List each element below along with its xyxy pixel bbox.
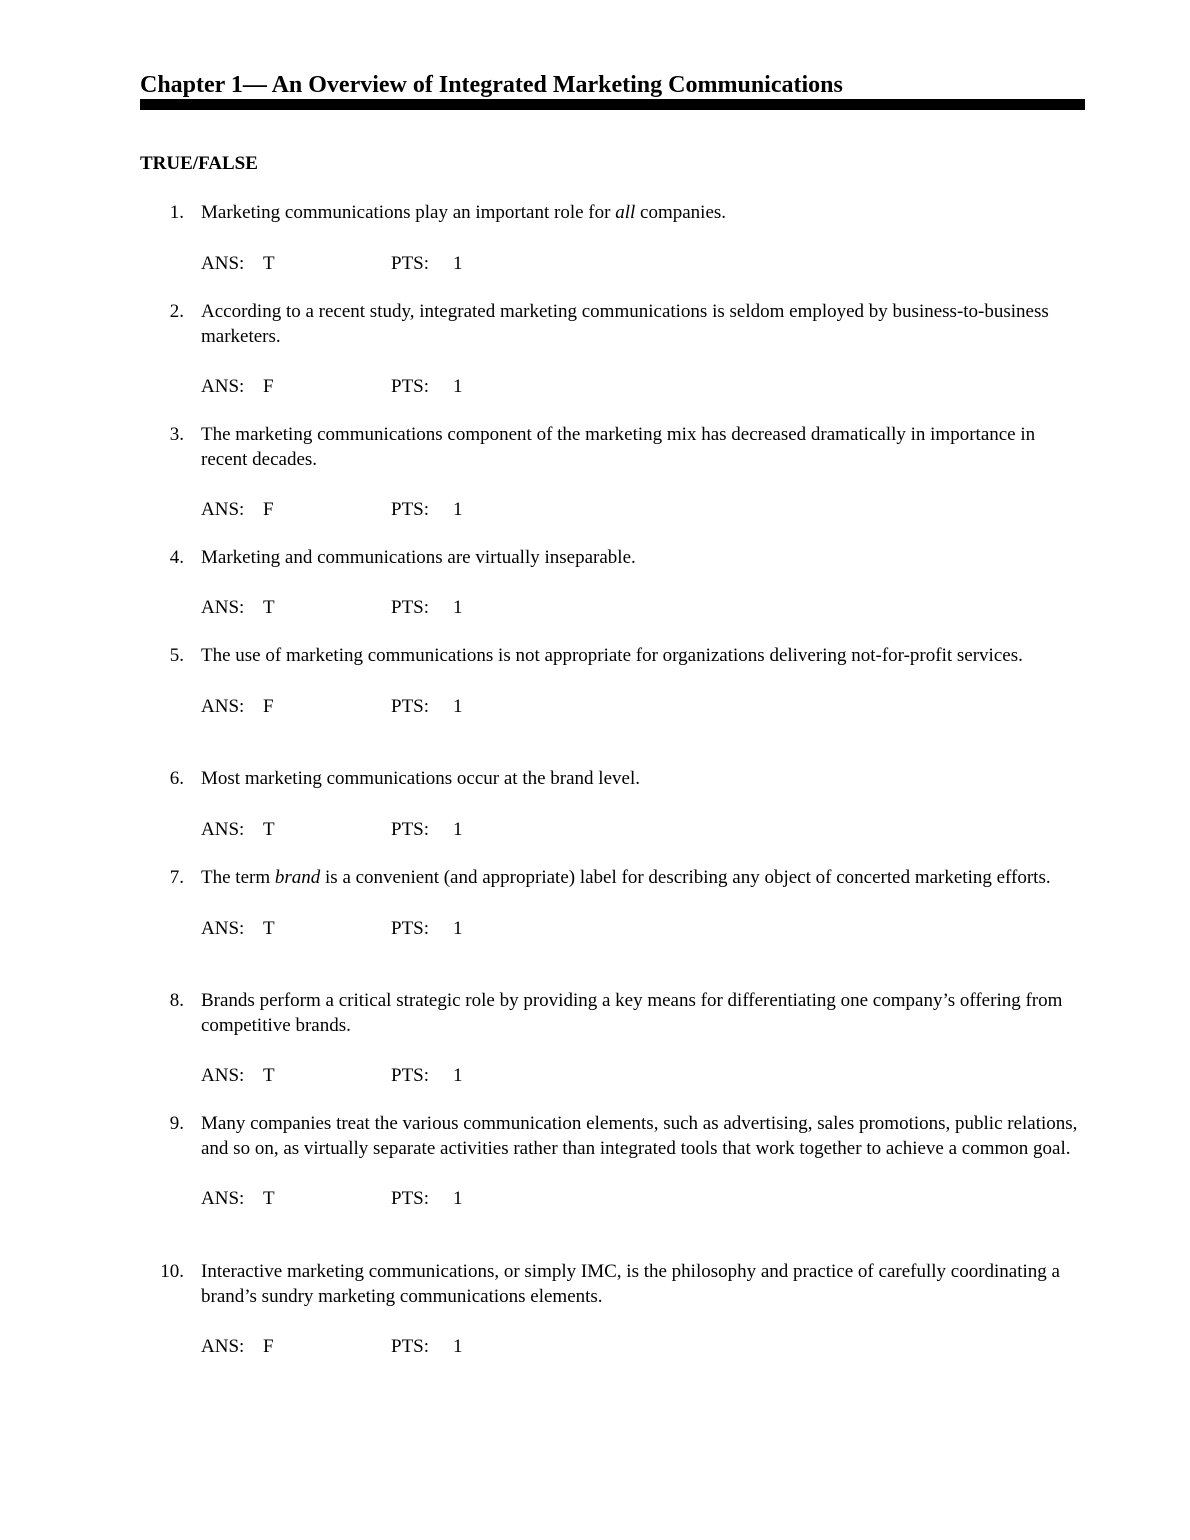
points-value: 1 <box>453 1336 463 1357</box>
answer-label: ANS: <box>201 818 245 840</box>
question-item <box>140 989 1085 1088</box>
points-value: 1 <box>453 695 463 717</box>
question-text: Interactive marketing communications, or simply IMC, is the philosophy and practice of carefully coordinating a brand’s sundry marketing communications elements. <box>201 1261 1060 1307</box>
answer-row <box>201 374 1085 399</box>
question-item <box>140 201 1085 276</box>
question-text: The marketing communications component of the marketing mix has decreased dramatically in importance in recent decades. <box>201 424 1036 470</box>
answer-label: ANS: <box>201 1065 245 1086</box>
points-label: PTS: <box>391 376 430 397</box>
question-item <box>140 1260 1085 1359</box>
points-label: PTS: <box>391 596 430 618</box>
answer-row <box>201 595 1085 620</box>
points-value: 1 <box>453 376 463 397</box>
section-heading: TRUE/FALSE <box>140 153 258 174</box>
question-text: The term brand is a convenient (and appropriate) label for describing any object of concerted marketing efforts. <box>201 867 1051 888</box>
answer-row <box>201 1063 1085 1088</box>
points-value: 1 <box>453 252 463 274</box>
points-value: 1 <box>453 1065 463 1086</box>
answer-value: T <box>263 1065 275 1086</box>
question-text: Most marketing communications occur at the brand level. <box>201 768 640 789</box>
question-number: 2. <box>169 301 184 322</box>
answer-label: ANS: <box>201 917 245 939</box>
question-item <box>140 300 1085 399</box>
question-number: 6. <box>169 768 184 789</box>
answer-row <box>201 817 1085 842</box>
question-item <box>140 644 1085 719</box>
answer-label: ANS: <box>201 1188 245 1209</box>
answer-value: F <box>263 499 274 520</box>
question-item <box>140 546 1085 620</box>
answer-label: ANS: <box>201 499 245 520</box>
question-number: 9. <box>169 1113 184 1134</box>
answer-value: T <box>263 252 275 274</box>
points-value: 1 <box>453 596 463 618</box>
question-item <box>140 1112 1085 1211</box>
answer-row <box>201 1186 1085 1211</box>
points-label: PTS: <box>391 917 430 939</box>
answer-value: T <box>263 917 275 939</box>
question-number: 10. <box>160 1261 184 1282</box>
chapter-title: Chapter 1— An Overview of Integrated Marketing Communications <box>140 72 843 98</box>
question-text: Marketing and communications are virtually inseparable. <box>201 547 636 568</box>
answer-label: ANS: <box>201 376 245 397</box>
emphasis-text: brand <box>274 867 321 888</box>
points-label: PTS: <box>391 818 430 840</box>
question-number: 4. <box>169 547 184 568</box>
answer-value: F <box>263 695 274 717</box>
question-item <box>140 866 1085 941</box>
points-value: 1 <box>453 499 463 520</box>
points-label: PTS: <box>391 1065 430 1086</box>
question-item <box>140 767 1085 842</box>
points-label: PTS: <box>391 252 430 274</box>
emphasis-text: all <box>615 202 636 223</box>
points-value: 1 <box>453 917 463 939</box>
answer-value: T <box>263 818 275 840</box>
question-text: Brands perform a critical strategic role by providing a key means for differentiating one company’s offering from competitive brands. <box>201 990 1063 1036</box>
question-number: 3. <box>169 424 184 445</box>
answer-row <box>201 1334 1085 1359</box>
answer-row <box>201 497 1085 522</box>
answer-label: ANS: <box>201 252 245 274</box>
answer-row <box>201 916 1085 941</box>
question-text: According to a recent study, integrated marketing communications is seldom employed by business-to-business marketers. <box>201 301 1049 347</box>
answer-value: F <box>263 1336 274 1357</box>
answer-row <box>201 694 1085 719</box>
points-label: PTS: <box>391 1188 430 1209</box>
answer-row <box>201 251 1085 276</box>
points-value: 1 <box>453 818 463 840</box>
points-value: 1 <box>453 1188 463 1209</box>
points-label: PTS: <box>391 695 430 717</box>
answer-label: ANS: <box>201 695 245 717</box>
answer-value: T <box>263 596 275 618</box>
question-number: 7. <box>169 867 184 888</box>
points-label: PTS: <box>391 499 430 520</box>
answer-value: F <box>263 376 274 397</box>
question-item <box>140 423 1085 522</box>
title-rule <box>140 99 1085 110</box>
question-number: 5. <box>169 645 184 666</box>
answer-label: ANS: <box>201 1336 245 1357</box>
question-number: 1. <box>169 202 184 223</box>
answer-label: ANS: <box>201 596 245 618</box>
question-text: Many companies treat the various communication elements, such as advertising, sales promotions, public relations, and so on, as virtually separate activities rather than integrated tools that work together to achieve a common goal. <box>201 1113 1078 1159</box>
answer-value: T <box>263 1188 275 1209</box>
question-number: 8. <box>169 990 184 1011</box>
question-text: Marketing communications play an important role for all companies. <box>201 202 727 223</box>
question-text: The use of marketing communications is not appropriate for organizations delivering not-for-profit services. <box>201 645 1023 666</box>
points-label: PTS: <box>391 1336 430 1357</box>
